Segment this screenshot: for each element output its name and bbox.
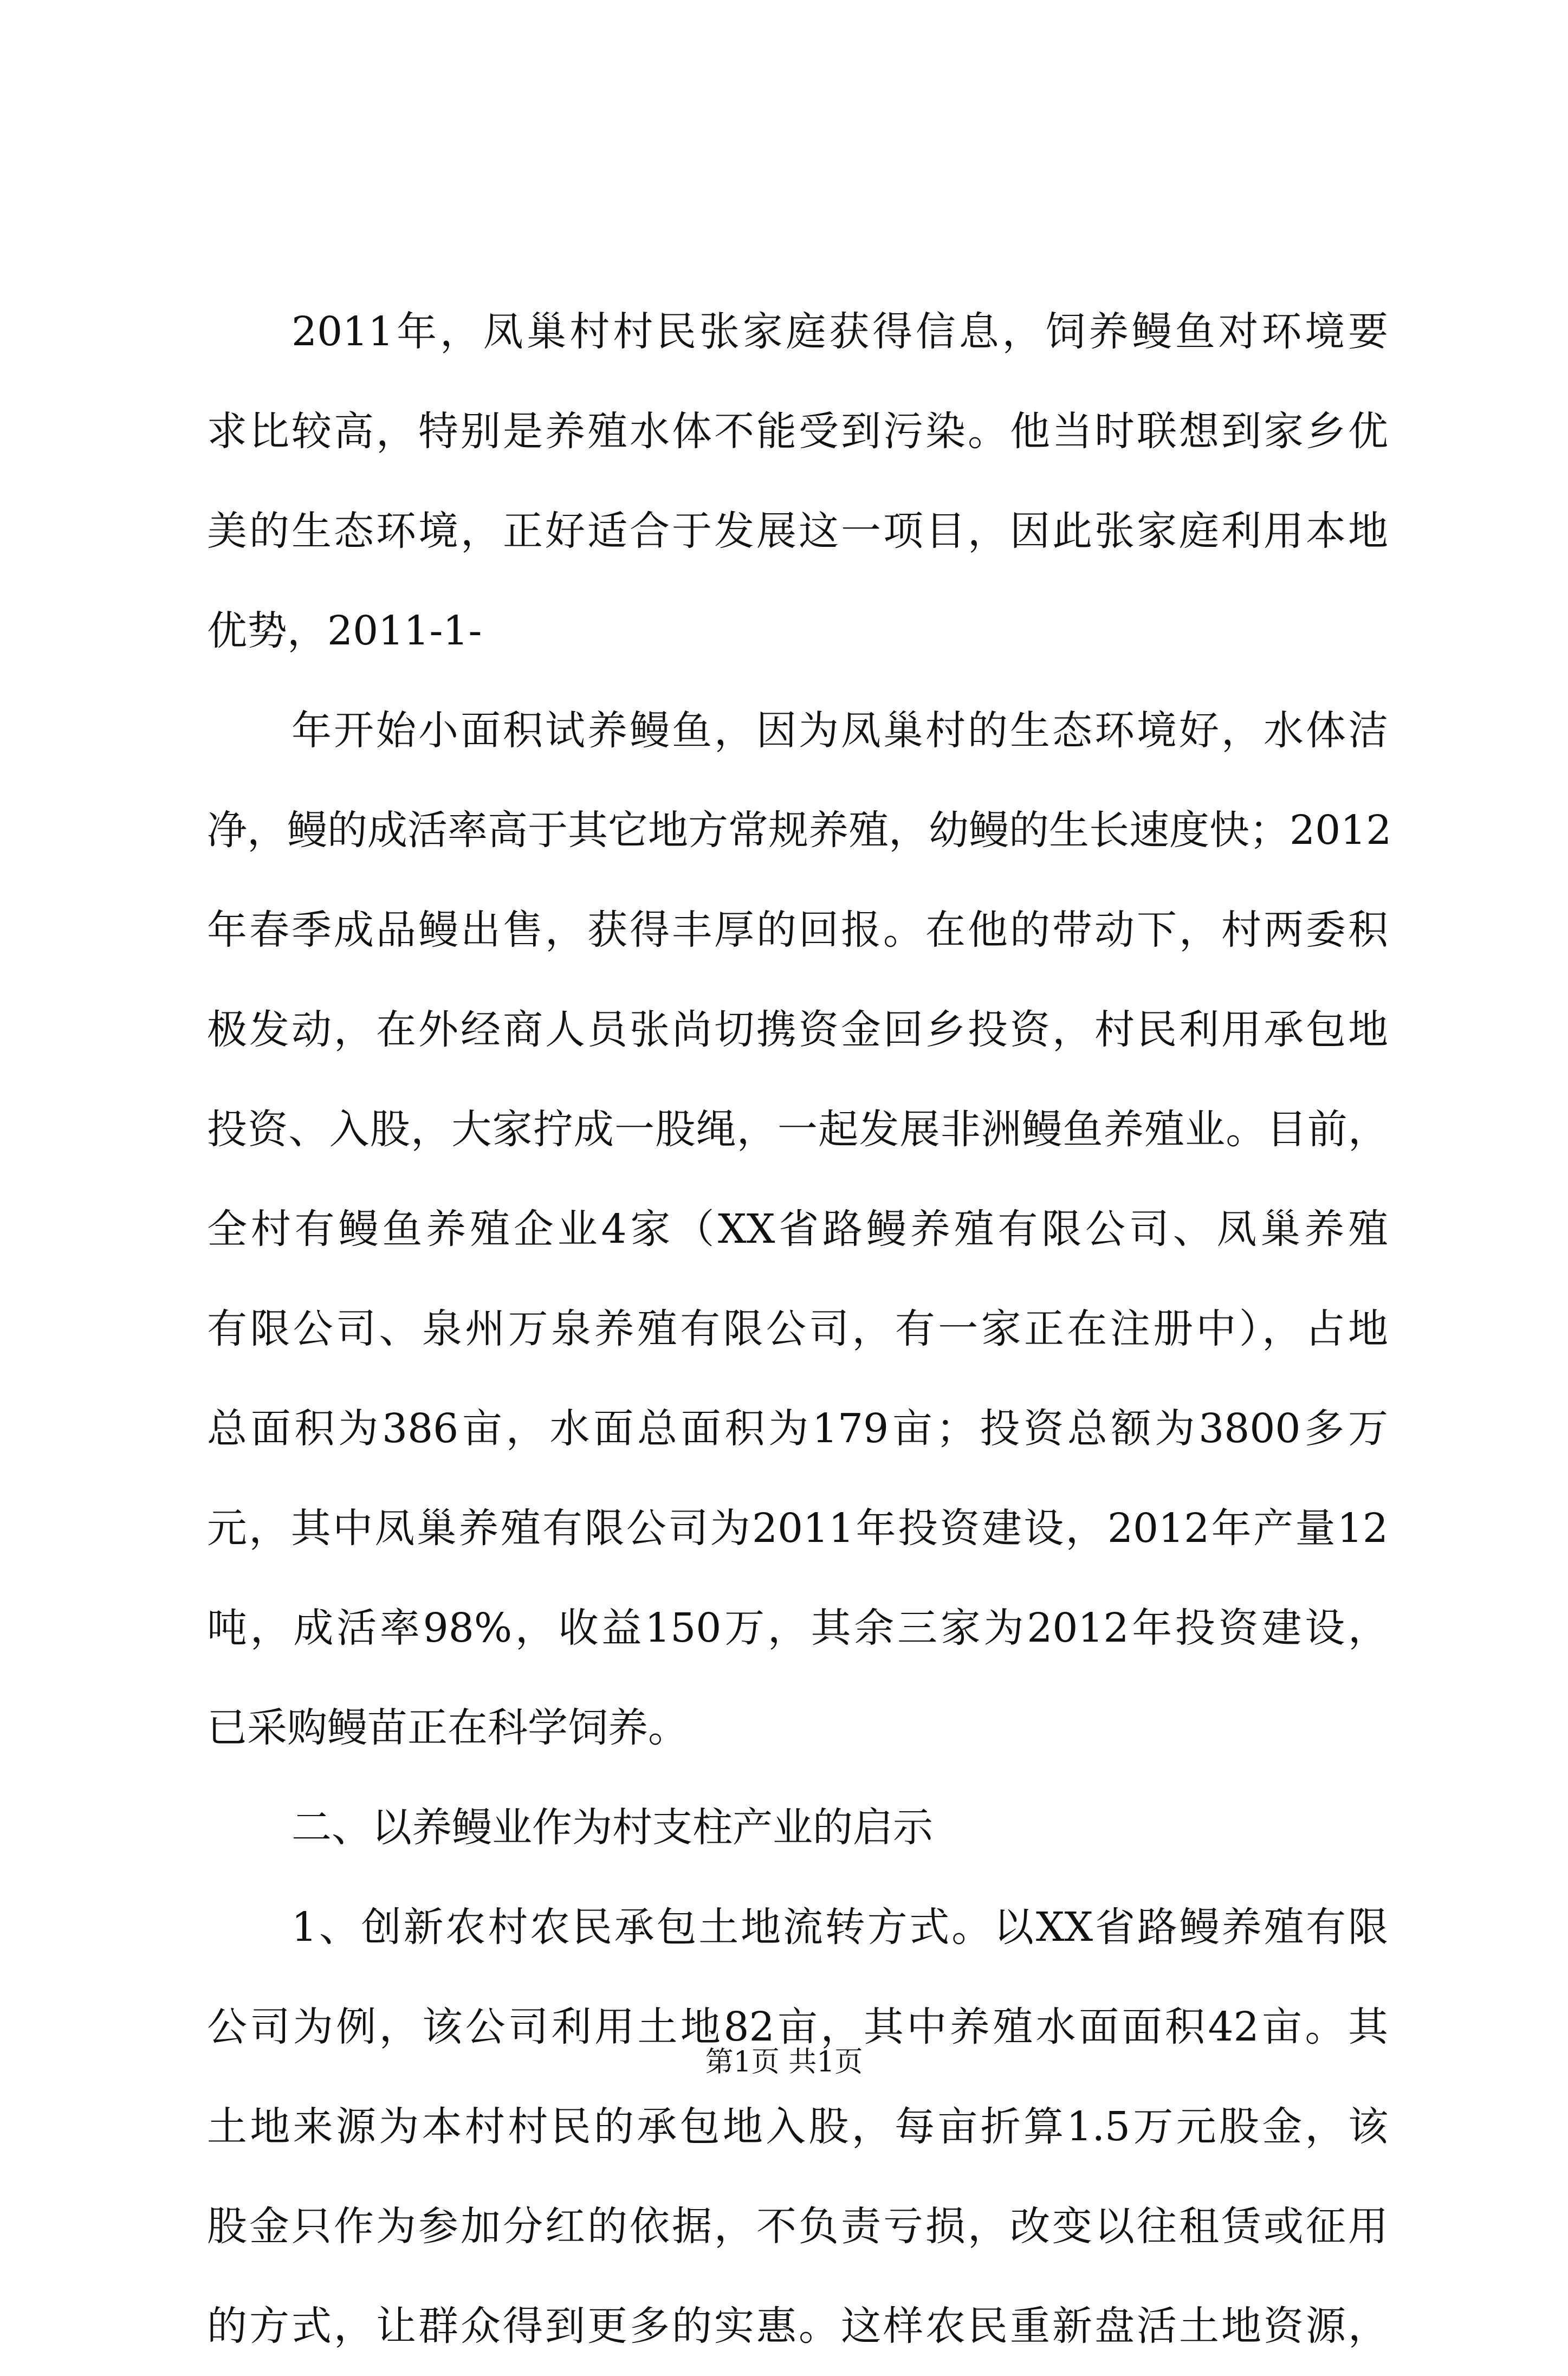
text-line: 公司为例，该公司利用土地82亩，其中养殖水面面积42亩。其: [207, 2004, 1388, 2050]
text-line: 年春季成品鳗出售，获得丰厚的回报。在他的带动下，村两委积: [207, 907, 1388, 953]
text-line: 极发动，在外经商人员张尚切携资金回乡投资，村民利用承包地: [207, 1006, 1388, 1053]
text-line: 1、创新农村农民承包土地流转方式。以XX省路鳗养殖有限: [291, 1904, 1388, 1951]
text-line: 吨，成活率98%，收益150万，其余三家为2012年投资建设，: [207, 1605, 1388, 1651]
text-line: 优势，2011-1-: [207, 608, 482, 654]
text-line: 已采购鳗苗正在科学饲养。: [207, 1704, 688, 1751]
section-heading: 二、以养鳗业作为村支柱产业的启示: [291, 1804, 933, 1851]
page-footer: [0, 2043, 1568, 2081]
text-line: 2011年，凤巢村村民张家庭获得信息，饲养鳗鱼对环境要: [291, 308, 1388, 355]
text-line: 元，其中凤巢养殖有限公司为2011年投资建设，2012年产量12: [207, 1505, 1388, 1552]
text-line: 全村有鳗鱼养殖企业4家（XX省路鳗养殖有限公司、凤巢养殖: [207, 1206, 1388, 1252]
page-number-label: 第1页 共1页: [705, 2046, 863, 2078]
text-line: 土地来源为本村村民的承包地入股，每亩折算1.5万元股金，该: [207, 2103, 1388, 2150]
text-line: 年开始小面积试养鳗鱼，因为凤巢村的生态环境好，水体洁: [291, 707, 1388, 754]
text-line: 的方式，让群众得到更多的实惠。这样农民重新盘活土地资源，: [207, 2303, 1388, 2349]
text-line: 有限公司、泉州万泉养殖有限公司，有一家正在注册中），占地: [207, 1306, 1388, 1352]
text-line: 总面积为386亩，水面总面积为179亩；投资总额为3800多万: [207, 1405, 1388, 1452]
text-line: 求比较高，特别是养殖水体不能受到污染。他当时联想到家乡优: [207, 408, 1388, 455]
text-line: 股金只作为参加分红的依据，不负责亏损，改变以往租赁或征用: [207, 2203, 1388, 2250]
text-line: 美的生态环境，正好适合于发展这一项目，因此张家庭利用本地: [207, 508, 1388, 554]
text-line: 投资、入股，大家拧成一股绳，一起发展非洲鳗鱼养殖业。目前，: [207, 1106, 1388, 1153]
text-line: 净，鳗的成活率高于其它地方常规养殖，幼鳗的生长速度快；2012: [207, 807, 1392, 854]
